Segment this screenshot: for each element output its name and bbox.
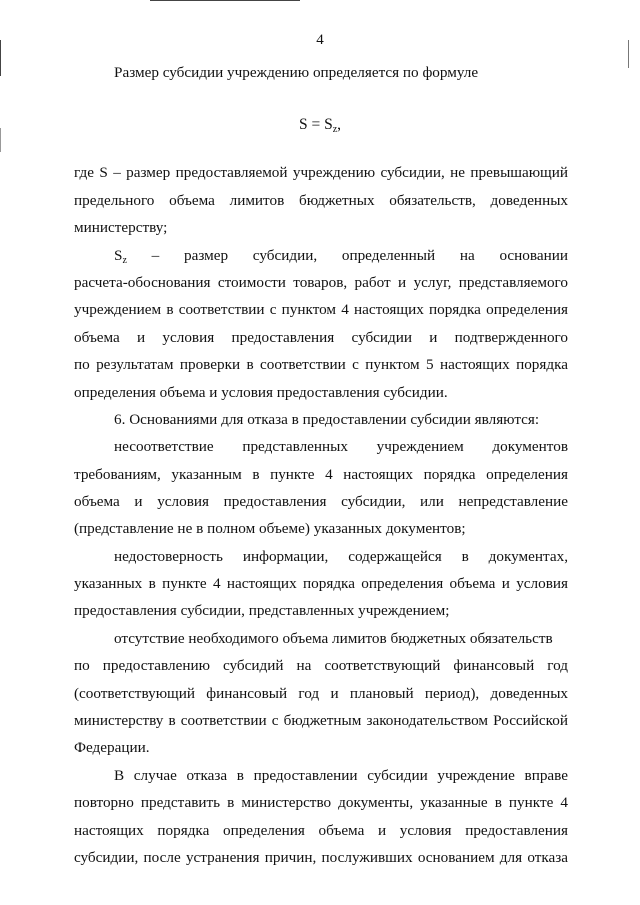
- text-line: В случае отказа в предоставлении субсидии учреждение вправе: [114, 767, 568, 784]
- text-line: недостоверность информации, содержащейся в документах,: [114, 548, 568, 565]
- text-line: (соответствующий финансовый год и плановый период), доведенных: [74, 685, 568, 702]
- text-line: учреждением в соответствии с пунктом 4 настоящих порядка определения: [74, 301, 568, 318]
- text-line: $S_z$ – размер субсидии, определенный на основании: [114, 247, 568, 266]
- page-number: 4: [316, 32, 324, 48]
- text-line: Федерации.: [74, 739, 150, 756]
- formula: $S = S_z$,: [298, 116, 342, 135]
- text-line: расчета-обоснования стоимости товаров, работ и услуг, представляемого: [74, 274, 568, 291]
- text-line: предельного объема лимитов бюджетных обязательств, доведенных: [74, 192, 568, 209]
- text-line: 6. Основаниями для отказа в предоставлении субсидии являются:: [114, 411, 540, 428]
- text-line: настоящих порядка определения объема и условия предоставления: [74, 822, 568, 839]
- text-line: требованиям, указанным в пункте 4 настоящих порядка определения: [74, 466, 568, 483]
- formula-suffix: ,: [337, 116, 342, 133]
- text-line: субсидии, после устранения причин, послуживших основанием для отказа: [74, 849, 568, 866]
- text-line: министерству в соответствии с бюджетным законодательством Российской: [74, 712, 568, 729]
- text-line: отсутствие необходимого объема лимитов бюджетных обязательств: [114, 630, 553, 647]
- text-line: (представление не в полном объеме) указанных документов;: [74, 520, 466, 537]
- scan-top-line: [150, 0, 300, 1]
- text-line: объема и условия предоставления субсидии и подтвержденного: [74, 329, 568, 346]
- text-line: несоответствие представленных учреждением документов: [114, 438, 568, 455]
- intro-text: Размер субсидии учреждению определяется по формуле: [114, 64, 479, 81]
- text-line: определения объема и условия предоставления субсидии.: [74, 384, 448, 401]
- text-line: по результатам проверки в соответствии с пунктом 5 настоящих порядка: [74, 356, 568, 373]
- formula-subscript: z: [332, 124, 338, 135]
- text-line: объема и условия предоставления субсидии, или непредставление: [74, 493, 568, 510]
- formula-rhs: S: [324, 116, 333, 133]
- formula-lhs: S: [298, 116, 308, 133]
- text-line: повторно представить в министерство документы, указанные в пункте 4: [74, 794, 568, 811]
- text-line: министерству;: [74, 219, 168, 236]
- text-line: по предоставлению субсидий на соответствующий финансовый год: [74, 657, 568, 674]
- text-line: где S – размер предоставляемой учреждению субсидии, не превышающий: [74, 164, 568, 181]
- text-line: указанных в пункте 4 настоящих порядка определения объема и условия: [74, 575, 568, 592]
- text-line: предоставления субсидии, представленных учреждением;: [74, 602, 450, 619]
